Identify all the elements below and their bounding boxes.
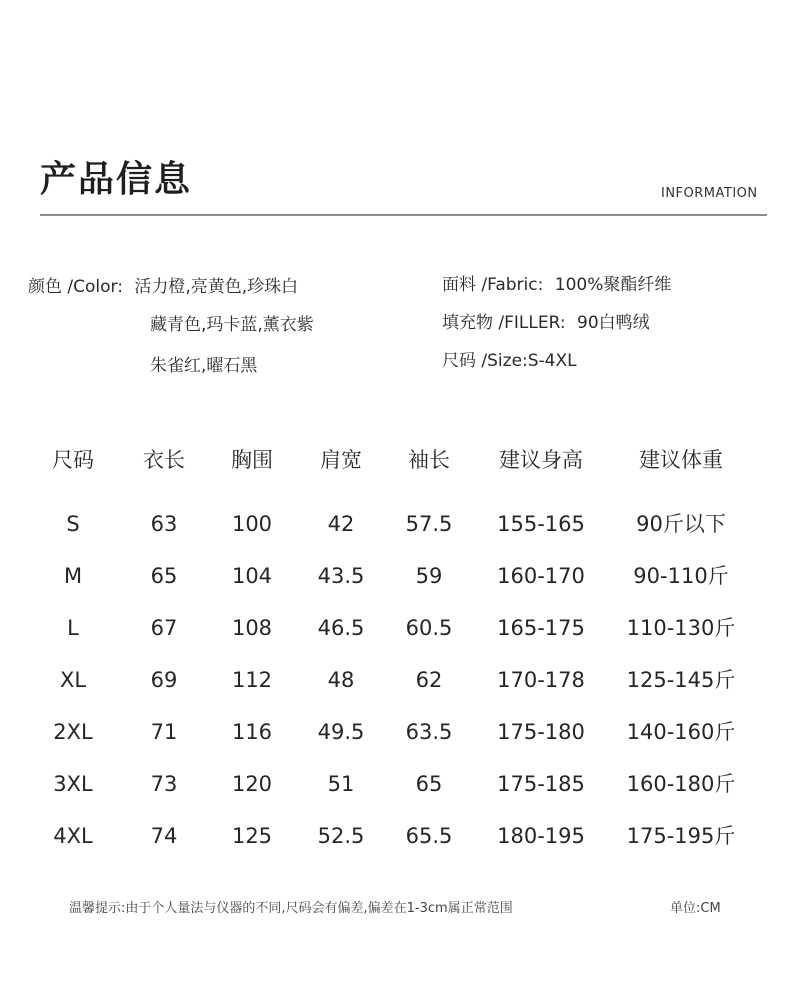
- page-title: 产品信息: [40, 159, 193, 200]
- table-cell: 108: [231, 616, 273, 640]
- table-cell: XL: [59, 668, 87, 692]
- table-cell: 165-175: [497, 616, 585, 640]
- table-cell: 112: [231, 668, 273, 692]
- table-cell: 65: [415, 772, 443, 796]
- table-cell: 110-130斤: [626, 616, 736, 640]
- table-cell: M: [63, 564, 83, 588]
- table-header-cell: 尺码: [52, 448, 94, 472]
- unit-label: 单位:CM: [670, 901, 721, 916]
- table-cell: 175-180: [497, 720, 585, 744]
- page-subtitle: INFORMATION: [661, 186, 758, 201]
- table-cell: 63.5: [405, 720, 453, 744]
- table-cell: 57.5: [405, 512, 453, 536]
- table-cell: 71: [150, 720, 178, 744]
- table-cell: 90斤以下: [636, 512, 726, 536]
- table-cell: 180-195: [497, 824, 585, 848]
- table-cell: 46.5: [317, 616, 365, 640]
- table-cell: 160-180斤: [626, 772, 736, 796]
- table-header-cell: 胸围: [231, 448, 273, 472]
- fabric-label: 面料 /Fabric:: [442, 275, 544, 295]
- table-cell: 116: [231, 720, 273, 744]
- table-cell: 62: [415, 668, 443, 692]
- table-cell: 74: [150, 824, 178, 848]
- table-cell: L: [67, 616, 79, 640]
- table-cell: S: [66, 512, 80, 536]
- table-cell: 63: [150, 512, 178, 536]
- table-cell: 90-110斤: [633, 564, 729, 588]
- table-cell: 59: [415, 564, 443, 588]
- table-header-cell: 建议身高: [499, 448, 583, 472]
- table-header-cell: 袖长: [408, 448, 450, 472]
- info-color: [28, 276, 298, 298]
- color-line-1: 活力橙,亮黄色,珍珠白: [134, 277, 299, 297]
- table-header-cell: 肩宽: [320, 448, 362, 472]
- fabric-value: 100%聚酯纤维: [554, 275, 672, 295]
- table-cell: 42: [327, 512, 355, 536]
- table-header-cell: 衣长: [143, 448, 185, 472]
- info-color-line-2: 藏青色,玛卡蓝,薰衣紫: [150, 315, 314, 335]
- table-cell: 100: [231, 512, 273, 536]
- size-label: 尺码 /Size:S-4XL: [442, 351, 577, 371]
- table-cell: 65: [150, 564, 178, 588]
- color-label: 颜色 /Color:: [28, 277, 123, 297]
- info-filler: [442, 312, 650, 334]
- info-size: [442, 350, 577, 372]
- table-cell: 125: [231, 824, 273, 848]
- table-cell: 155-165: [497, 512, 585, 536]
- table-header-cell: 建议体重: [639, 448, 723, 472]
- table-cell: 51: [327, 772, 355, 796]
- table-cell: 140-160斤: [626, 720, 736, 744]
- table-cell: 175-195斤: [626, 824, 736, 848]
- table-cell: 65.5: [405, 824, 453, 848]
- title-divider: [40, 214, 767, 216]
- table-cell: 48: [327, 668, 355, 692]
- table-cell: 3XL: [53, 772, 93, 796]
- info-color-line-3: 朱雀红,曜石黑: [150, 356, 258, 376]
- table-cell: 160-170: [497, 564, 585, 588]
- table-cell: 43.5: [317, 564, 365, 588]
- table-cell: 120: [231, 772, 273, 796]
- table-cell: 2XL: [53, 720, 93, 744]
- table-cell: 125-145斤: [626, 668, 736, 692]
- measurement-note: 温馨提示:由于个人量法与仪器的不同,尺码会有偏差,偏差在1-3cm属正常范围: [69, 901, 513, 916]
- table-cell: 52.5: [317, 824, 365, 848]
- filler-value: 90白鸭绒: [577, 313, 650, 333]
- table-cell: 60.5: [405, 616, 453, 640]
- info-fabric: [442, 274, 671, 296]
- table-cell: 69: [150, 668, 178, 692]
- table-cell: 73: [150, 772, 178, 796]
- table-cell: 170-178: [497, 668, 585, 692]
- filler-label: 填充物 /FILLER:: [442, 313, 566, 333]
- table-cell: 175-185: [497, 772, 585, 796]
- table-cell: 104: [231, 564, 273, 588]
- table-cell: 4XL: [53, 824, 93, 848]
- table-cell: 67: [150, 616, 178, 640]
- table-cell: 49.5: [317, 720, 365, 744]
